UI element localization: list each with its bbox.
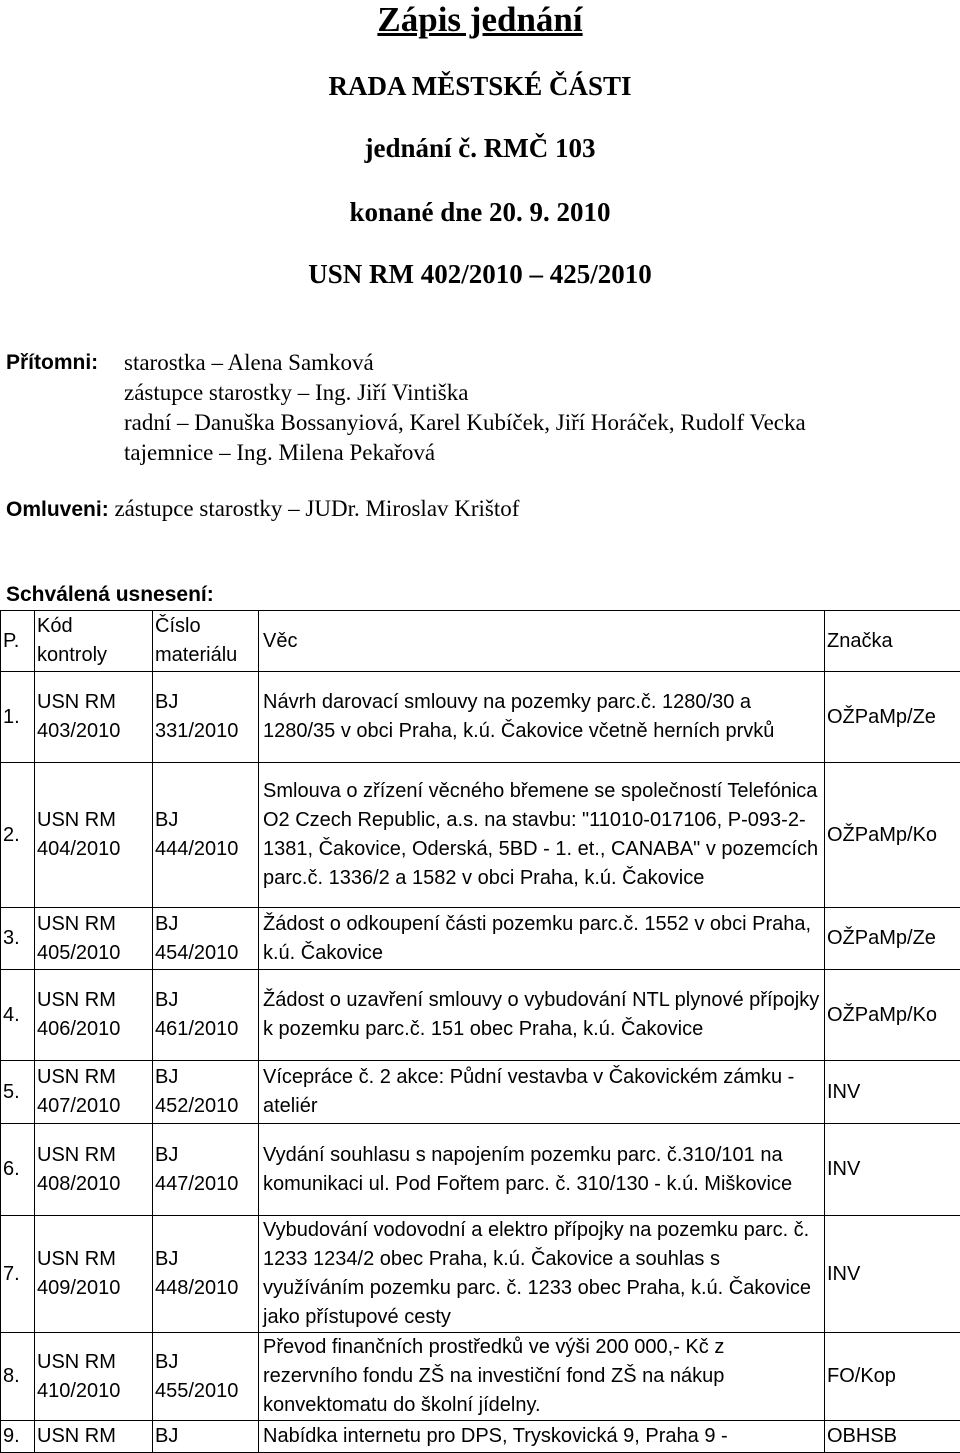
row-material-line1: BJ: [155, 1245, 256, 1274]
header-cislo-line2: materiálu: [155, 641, 256, 670]
document-title: Zápis jednání: [0, 0, 960, 40]
row-material-line1: BJ: [155, 910, 256, 939]
row-material-line2: 452/2010: [155, 1092, 256, 1121]
row-kod: [35, 1124, 153, 1216]
row-subject: Vícepráce č. 2 akce: Půdní vestavba v Čakovickém zámku - ateliér: [259, 1061, 825, 1124]
row-number: 4.: [1, 970, 35, 1061]
heading-meeting-date: konané dne 20. 9. 2010: [0, 196, 960, 228]
row-number: 3.: [1, 908, 35, 970]
row-kod-line2: 410/2010: [37, 1377, 150, 1406]
absentees-label: Omluveni:: [6, 498, 109, 521]
row-mark: FO/Kop: [825, 1333, 960, 1421]
row-number: 9.: [1, 1421, 35, 1453]
row-kod-line1: USN RM: [37, 688, 150, 717]
header-p: P.: [1, 611, 35, 672]
row-kod-line2: 409/2010: [37, 1274, 150, 1303]
row-mark: OBHSB: [825, 1421, 960, 1453]
row-material: [153, 1124, 259, 1216]
row-number: 6.: [1, 1124, 35, 1216]
absentees-section: [6, 494, 519, 525]
row-material: [153, 1061, 259, 1124]
row-subject: Vydání souhlasu s napojením pozemku parc. č.310/101 na komunikaci ul. Pod Fořtem parc. č. 310/130 - k.ú. Miškovice: [259, 1124, 825, 1216]
row-subject: Smlouva o zřízení věcného břemene se společností Telefónica O2 Czech Republic, a.s. na stavbu: "11010-017106, P-093-2-1381, Čakovice, Oderská, 5BD - 1. et., CANABA" v pozemcích parc.č. 1336/2 a 1582 v obci Praha, k.ú. Čakovice: [259, 763, 825, 908]
row-mark: INV: [825, 1216, 960, 1333]
heading-meeting-number: jednání č. RMČ 103: [0, 132, 960, 164]
row-material-line1: BJ: [155, 986, 256, 1015]
row-kod: [35, 1333, 153, 1421]
row-subject: Žádost o odkoupení části pozemku parc.č. 1552 v obci Praha, k.ú. Čakovice: [259, 908, 825, 970]
row-kod-line2: 407/2010: [37, 1092, 150, 1121]
table-row: [1, 970, 960, 1061]
table-row: [1, 1333, 960, 1421]
header-cislo-line1: Číslo: [155, 612, 256, 641]
table-row: [1, 1421, 960, 1453]
table-row: [1, 1124, 960, 1216]
row-mark: OŽPaMp/Ze: [825, 908, 960, 970]
row-number: 8.: [1, 1333, 35, 1421]
row-kod-line1: USN RM: [37, 1141, 150, 1170]
row-kod: [35, 763, 153, 908]
attendee-line: tajemnice – Ing. Milena Pekařová: [124, 438, 435, 468]
row-subject: Návrh darovací smlouvy na pozemky parc.č. 1280/30 a 1280/35 v obci Praha, k.ú. Čakovice včetně herních prvků: [259, 672, 825, 763]
heading-council: RADA MĚSTSKÉ ČÁSTI: [0, 70, 960, 102]
row-material-line2: 461/2010: [155, 1015, 256, 1044]
header-znacka: Značka: [825, 611, 960, 672]
row-material: [153, 970, 259, 1061]
row-material-line1: BJ: [155, 688, 256, 717]
row-kod: [35, 908, 153, 970]
table-row: [1, 672, 960, 763]
header-kod-line1: Kód: [37, 612, 150, 641]
table-row: [1, 908, 960, 970]
row-material-line2: 444/2010: [155, 835, 256, 864]
row-kod: [35, 1216, 153, 1333]
row-material: BJ: [153, 1421, 259, 1453]
header-vec: Věc: [259, 611, 825, 672]
row-number: 1.: [1, 672, 35, 763]
row-material-line2: 447/2010: [155, 1170, 256, 1199]
table-row: [1, 1216, 960, 1333]
row-kod-line1: USN RM: [37, 1063, 150, 1092]
row-material-line1: BJ: [155, 1141, 256, 1170]
row-subject: Vybudování vodovodní a elektro přípojky na pozemku parc. č. 1233 1234/2 obec Praha, k.ú. Čakovice a souhlas s využíváním pozemku parc. č. 1233 obec Praha, k.ú. Čakovice jako přístupové cesty: [259, 1216, 825, 1333]
row-kod-line2: 403/2010: [37, 717, 150, 746]
row-kod-line2: 408/2010: [37, 1170, 150, 1199]
row-mark: INV: [825, 1061, 960, 1124]
row-material: [153, 1333, 259, 1421]
row-kod-line1: USN RM: [37, 910, 150, 939]
row-kod: [35, 672, 153, 763]
row-material: [153, 672, 259, 763]
row-kod-line1: USN RM: [37, 806, 150, 835]
row-subject: Nabídka internetu pro DPS, Tryskovická 9, Praha 9 -: [259, 1421, 825, 1453]
row-number: 5.: [1, 1061, 35, 1124]
attendee-line: starostka – Alena Samková: [124, 348, 374, 378]
row-material-line2: 455/2010: [155, 1377, 256, 1406]
row-mark: OŽPaMp/Ko: [825, 970, 960, 1061]
attendees-label: Přítomni:: [6, 348, 98, 378]
row-kod-line2: 406/2010: [37, 1015, 150, 1044]
table-row: [1, 1061, 960, 1124]
row-material-line1: BJ: [155, 1063, 256, 1092]
heading-resolution-range: USN RM 402/2010 – 425/2010: [0, 258, 960, 290]
row-subject: Převod finančních prostředků ve výši 200 000,- Kč z rezervního fondu ZŠ na investiční fond ZŠ na nákup konvektomatu do školní jídelny.: [259, 1333, 825, 1421]
row-kod-line2: 405/2010: [37, 939, 150, 968]
row-kod: [35, 1061, 153, 1124]
approved-resolutions-label: Schválená usnesení:: [6, 580, 214, 610]
resolutions-table: [0, 610, 960, 1453]
row-material-line2: 448/2010: [155, 1274, 256, 1303]
row-material: [153, 763, 259, 908]
row-mark: OŽPaMp/Ko: [825, 763, 960, 908]
attendee-line: zástupce starostky – Ing. Jiří Vintiška: [124, 378, 468, 408]
row-number: 2.: [1, 763, 35, 908]
attendee-line: radní – Danuška Bossanyiová, Karel Kubíček, Jiří Horáček, Rudolf Vecka: [124, 408, 806, 438]
row-material-line1: BJ: [155, 1348, 256, 1377]
row-subject: Žádost o uzavření smlouvy o vybudování NTL plynové přípojky k pozemku parc.č. 151 obec Praha, k.ú. Čakovice: [259, 970, 825, 1061]
row-kod-line1: USN RM: [37, 1348, 150, 1377]
row-material: [153, 1216, 259, 1333]
absentees-text: zástupce starostky – JUDr. Miroslav Krištof: [109, 496, 520, 521]
row-kod-line2: 404/2010: [37, 835, 150, 864]
row-material-line2: 331/2010: [155, 717, 256, 746]
row-mark: OŽPaMp/Ze: [825, 672, 960, 763]
row-material-line1: BJ: [155, 806, 256, 835]
row-material: [153, 908, 259, 970]
row-kod-line1: USN RM: [37, 986, 150, 1015]
header-kod-line2: kontroly: [37, 641, 150, 670]
row-material-line2: 454/2010: [155, 939, 256, 968]
table-row: [1, 763, 960, 908]
row-number: 7.: [1, 1216, 35, 1333]
row-kod-line1: USN RM: [37, 1245, 150, 1274]
row-kod: [35, 970, 153, 1061]
row-kod: USN RM: [35, 1421, 153, 1453]
header-kod: [35, 611, 153, 672]
row-mark: INV: [825, 1124, 960, 1216]
header-cislo: [153, 611, 259, 672]
table-header-row: [1, 611, 960, 672]
